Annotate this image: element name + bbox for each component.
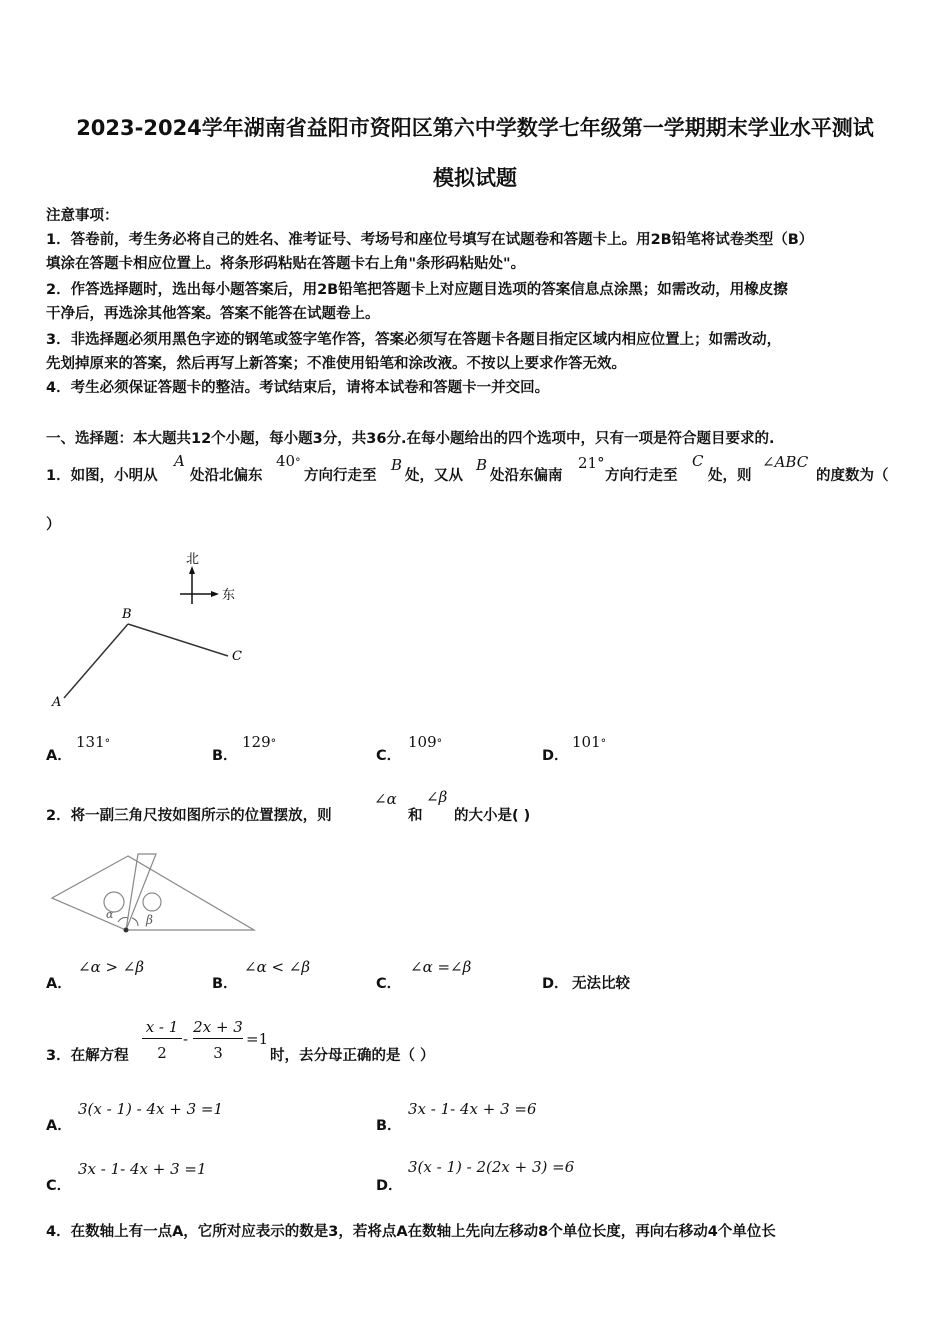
q1-point-c: C xyxy=(692,452,704,470)
q1-degree-21: 21° xyxy=(578,454,605,472)
q3-option-a-value: 3(x - 1) - 4x + 3 =1 xyxy=(78,1100,223,1118)
q3-text-1: 3．在解方程 xyxy=(46,1048,129,1064)
q3-fraction-1-denominator: 2 xyxy=(157,1044,167,1062)
q2-angle-beta: ∠β xyxy=(426,788,448,806)
figure-point-c: C xyxy=(232,649,242,664)
notice-line: 填涂在答题卡相应位置上。将条形码粘贴在答题卡右上角"条形码粘贴处"。 xyxy=(46,256,526,272)
q1-point-b: B xyxy=(391,456,403,474)
q1-angle-abc: ∠ABC xyxy=(762,453,809,471)
q3-fraction-2-bar xyxy=(193,1038,243,1039)
q3-option-d-label: D． xyxy=(376,1178,403,1194)
q3-option-d-value: 3(x - 1) - 2(2x + 3) =6 xyxy=(408,1158,575,1176)
q3-option-c-value: 3x - 1- 4x + 3 =1 xyxy=(78,1160,207,1178)
q1-text-6: 方向行走至 xyxy=(605,468,678,484)
vertex-dot xyxy=(124,928,129,933)
figure-point-b: B xyxy=(122,607,132,622)
q2-option-a-value: ∠α > ∠β xyxy=(78,958,145,976)
q2-option-c-value: ∠α =∠β xyxy=(410,958,472,976)
north-arrow-icon xyxy=(189,566,195,574)
q2-option-a-label: A． xyxy=(46,976,72,992)
ruler-hole-right xyxy=(143,893,161,911)
q3-option-b-label: B． xyxy=(376,1118,402,1134)
notice-line: 4．考生必须保证答题卡的整洁。考试结束后，请将本试卷和答题卡一并交回。 xyxy=(46,380,550,396)
notice-heading: 注意事项： xyxy=(46,208,119,224)
q1-text-1: 1．如图，小明从 xyxy=(46,468,158,484)
q3-fraction-1-numerator: x - 1 xyxy=(145,1018,179,1036)
q3-option-c-label: C． xyxy=(46,1178,72,1194)
q1-point-b2: B xyxy=(476,456,488,474)
q1-figure xyxy=(44,548,254,714)
notice-line: 1．答卷前，考生务必将自己的姓名、准考证号、考场号和座位号填写在试题卷和答题卡上。用2B铅笔将试卷类型（B） xyxy=(46,232,814,248)
title-line-1: 2023-2024学年湖南省益阳市资阳区第六中学数学七年级第一学期期末学业水平测试 xyxy=(76,116,874,140)
q2-option-c-label: C． xyxy=(376,976,402,992)
q1-point-a: A xyxy=(174,452,185,470)
q1-text-5: 处沿东偏南 xyxy=(490,468,563,484)
q2-angle-alpha: ∠α xyxy=(374,790,397,808)
q1-option-b-value: 129° xyxy=(242,733,277,751)
q3-minus: - xyxy=(183,1030,189,1048)
notice-line: 先划掉原来的答案，然后再写上新答案；不准使用铅笔和涂改液。不按以上要求作答无效。 xyxy=(46,356,626,372)
east-label: 东 xyxy=(222,588,236,603)
figure-alpha: α xyxy=(106,908,114,921)
q3-fraction-1-bar xyxy=(142,1038,182,1039)
q1-option-d-label: D． xyxy=(542,748,569,764)
q1-option-c-label: C． xyxy=(376,748,402,764)
q2-option-d-label: D． xyxy=(542,976,569,992)
q2-figure xyxy=(48,850,258,934)
q1-degree-40: 40° xyxy=(276,452,301,470)
q1-option-a-value: 131° xyxy=(76,733,111,751)
q1-option-c-value: 109° xyxy=(408,733,443,751)
q2-text-3: 的大小是( ) xyxy=(454,808,531,824)
section-heading: 一、选择题：本大题共12个小题，每小题3分，共36分.在每小题给出的四个选项中，只有一项是符合题目要求的. xyxy=(46,431,775,447)
q1-option-b-label: B． xyxy=(212,748,238,764)
q1-option-a-label: A． xyxy=(46,748,72,764)
q3-text-2: 时，去分母正确的是（ ） xyxy=(270,1048,435,1064)
alpha-arc xyxy=(118,918,128,923)
q1-text-7: 处，则 xyxy=(708,468,752,484)
segment-bc xyxy=(128,624,228,656)
notice-line: 3．非选择题必须用黑色字迹的钢笔或签字笔作答，答案必须写在答题卡各题目指定区域内相应位置上；如需改动， xyxy=(46,332,782,348)
notice-line: 2．作答选择题时，选出每小题答案后，用2B铅笔把答题卡上对应题目选项的答案信息点涂黑；如需改动，用橡皮擦 xyxy=(46,282,788,298)
q1-close-paren: ） xyxy=(46,517,61,533)
figure-beta: β xyxy=(146,913,153,927)
east-arrow-icon xyxy=(211,591,219,597)
q3-option-a-label: A． xyxy=(46,1118,72,1134)
q3-option-b-value: 3x - 1- 4x + 3 =6 xyxy=(408,1100,537,1118)
segment-ab xyxy=(64,624,128,698)
north-label: 北 xyxy=(186,552,200,567)
q3-equals-one: =1 xyxy=(246,1030,269,1048)
beta-arc xyxy=(132,918,138,926)
q1-text-4: 处，又从 xyxy=(405,468,463,484)
q1-text-2: 处沿北偏东 xyxy=(190,468,263,484)
q2-option-b-value: ∠α < ∠β xyxy=(244,958,311,976)
q2-text-2: 和 xyxy=(408,808,423,824)
q2-option-d-value: 无法比较 xyxy=(572,976,630,992)
title-line-2: 模拟试题 xyxy=(433,166,517,190)
q2-text-1: 2．将一副三角尺按如图所示的位置摆放，则 xyxy=(46,808,332,824)
notice-line: 干净后，再选涂其他答案。答案不能答在试题卷上。 xyxy=(46,306,380,322)
question-4-text: 4．在数轴上有一点A，它所对应表示的数是3，若将点A在数轴上先向左移动8个单位长度，再向右移动4个单位长 xyxy=(46,1224,776,1240)
q1-text-3: 方向行走至 xyxy=(304,468,377,484)
q3-fraction-2-denominator: 3 xyxy=(213,1044,223,1062)
q2-option-b-label: B． xyxy=(212,976,238,992)
figure-point-a: A xyxy=(52,695,62,710)
q3-fraction-2-numerator: 2x + 3 xyxy=(193,1018,243,1036)
q1-option-d-value: 101° xyxy=(572,733,607,751)
q1-text-8: 的度数为（ xyxy=(816,468,889,484)
